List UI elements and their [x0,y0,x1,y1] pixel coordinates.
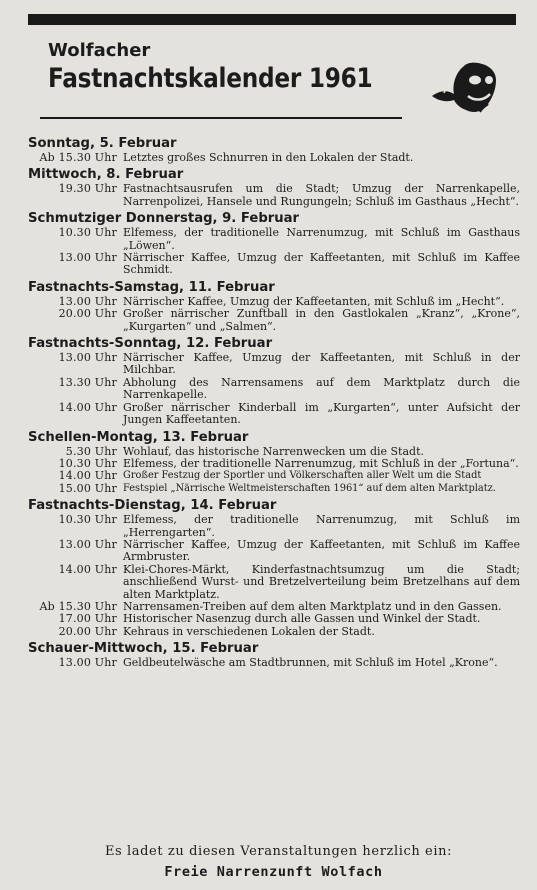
event-time: 13.00 Uhr [58,537,117,551]
event-time: Ab 15.30 Uhr [39,151,117,164]
event-description: Großer närrischer Zunftball in den Gastlokalen „Kranz“, „Krone“, „Kurgarten“ und „Salmen“. [123,307,520,333]
day-section [28,136,520,164]
event-time: 13.00 Uhr [58,251,117,265]
event-description: Närrischer Kaffee, Umzug der Kaffeetanten, mit Schluß in der Milchbar. [123,351,520,377]
day-section [28,167,520,208]
event-row [28,352,520,377]
day-section [28,280,520,333]
event-description: Historischer Nasenzug durch alle Gassen und Winkel der Stadt. [123,612,481,626]
event-description: Narrensamen-Treiben auf dem alten Marktplatz und in den Gassen. [123,599,502,613]
event-time: 13.30 Uhr [58,375,117,389]
event-time: 14.00 Uhr [58,400,117,414]
title-underline [40,117,402,119]
event-time: 13.00 Uhr [58,294,117,308]
event-time: 5.30 Uhr [65,444,117,458]
footer [0,843,537,881]
event-row [28,626,520,638]
event-time: 13.00 Uhr [58,656,117,670]
day-section [28,336,520,426]
event-time: 13.00 Uhr [58,351,117,365]
event-time: 15.00 Uhr [58,481,117,495]
event-row [28,514,520,539]
event-description: Geldbeutelwäsche am Stadtbrunnen, mit Schluß im Hotel „Krone“. [123,656,498,670]
event-row [28,183,520,208]
day-section [28,641,520,669]
event-row [28,470,520,482]
event-description: Klei-Chores-Märkt, Kinderfastnachtsumzug um die Stadt; anschließend Wurst- und Bretzelverteilung beim Bretzelhans auf dem alten Marktplatz. [123,562,520,601]
day-section [28,498,520,638]
event-row [28,613,520,625]
event-description: Närrischer Kaffee, Umzug der Kaffeetanten, mit Schluß im „Hecht“. [123,294,505,308]
carnival-mask-icon [430,60,498,116]
event-description: Wohlauf, das historische Narrenwecken um die Stadt. [123,444,424,458]
day-heading: Schauer-Mittwoch, 15. Februar [28,641,259,657]
day-heading: Fastnachts-Samstag, 11. Februar [28,279,275,295]
event-time: 10.30 Uhr [58,456,117,470]
event-description: Elfemess, der traditionelle Narrenumzug, mit Schluß im „Herrengarten“. [123,513,520,539]
event-description: Elfemess, der traditionelle Narrenumzug, mit Schluß im Gasthaus „Löwen“. [123,226,520,252]
event-row [28,402,520,427]
event-row [28,483,520,495]
event-time: 17.00 Uhr [58,612,117,626]
event-row [28,564,520,601]
event-description: Abholung des Narrensamens auf dem Marktplatz durch die Narrenkapelle. [123,375,520,402]
day-heading: Schmutziger Donnerstag, 9. Februar [28,211,300,227]
event-description: Letztes großes Schnurren in den Lokalen der Stadt. [123,151,414,164]
event-row [28,227,520,252]
event-description: Großer Festzug der Sportler und Völkerschaften aller Welt um die Stadt [123,470,482,482]
calendar-header [48,40,428,96]
invitation-text: Es ladet zu diesen Veranstaltungen herzlich ein: [104,844,453,859]
header-pretitle: Wolfacher [48,40,151,61]
event-calendar [28,133,520,670]
day-section [28,430,520,496]
event-description: Elfemess, der traditionelle Narrenumzug, mit Schluß in der „Fortuna“. [123,456,519,470]
event-time: 10.30 Uhr [58,226,117,240]
day-heading: Mittwoch, 8. Februar [28,167,184,183]
day-heading: Schellen-Montag, 13. Februar [28,429,249,445]
event-time: 14.00 Uhr [58,469,117,483]
event-description: Fastnachtsausrufen um die Stadt; Umzug der Narrenkapelle, Narrenpolizei, Hansele und Rungungeln; Schluß im Gasthaus „Hecht“. [123,182,520,208]
event-description: Festspiel „Närrische Weltmeisterschaften 1961“ auf dem alten Marktplatz. [123,482,496,494]
event-row [28,308,520,333]
day-heading: Fastnachts-Dienstag, 14. Februar [28,498,277,514]
event-description: Kehraus in verschiedenen Lokalen der Stadt. [123,624,375,638]
event-row [28,152,520,164]
day-heading: Fastnachts-Sonntag, 12. Februar [28,336,273,352]
event-row [28,539,520,564]
organizer-name: Freie Narrenzunft Wolfach [164,864,383,880]
event-row [28,252,520,277]
event-row [28,377,520,402]
day-heading: Sonntag, 5. Februar [28,136,177,151]
day-section [28,211,520,277]
event-time: 19.30 Uhr [58,182,117,196]
event-time: 14.00 Uhr [58,562,117,576]
top-border-bar [28,14,516,25]
event-description: Närrischer Kaffee, Umzug der Kaffeetanten, mit Schluß im Kaffee Schmidt. [123,251,520,277]
event-time: Ab 15.30 Uhr [39,599,117,613]
event-description: Großer närrischer Kinderball im „Kurgarten“, unter Aufsicht der Jungen Kaffeetanten. [123,400,520,427]
event-time: 20.00 Uhr [58,624,117,638]
page-title: Fastnachtskalender 1961 [48,63,373,94]
event-row [28,657,520,669]
event-time: 20.00 Uhr [58,307,117,321]
event-time: 10.30 Uhr [58,513,117,527]
event-description: Närrischer Kaffee, Umzug der Kaffeetanten, mit Schluß im Kaffee Armbruster. [123,537,520,564]
